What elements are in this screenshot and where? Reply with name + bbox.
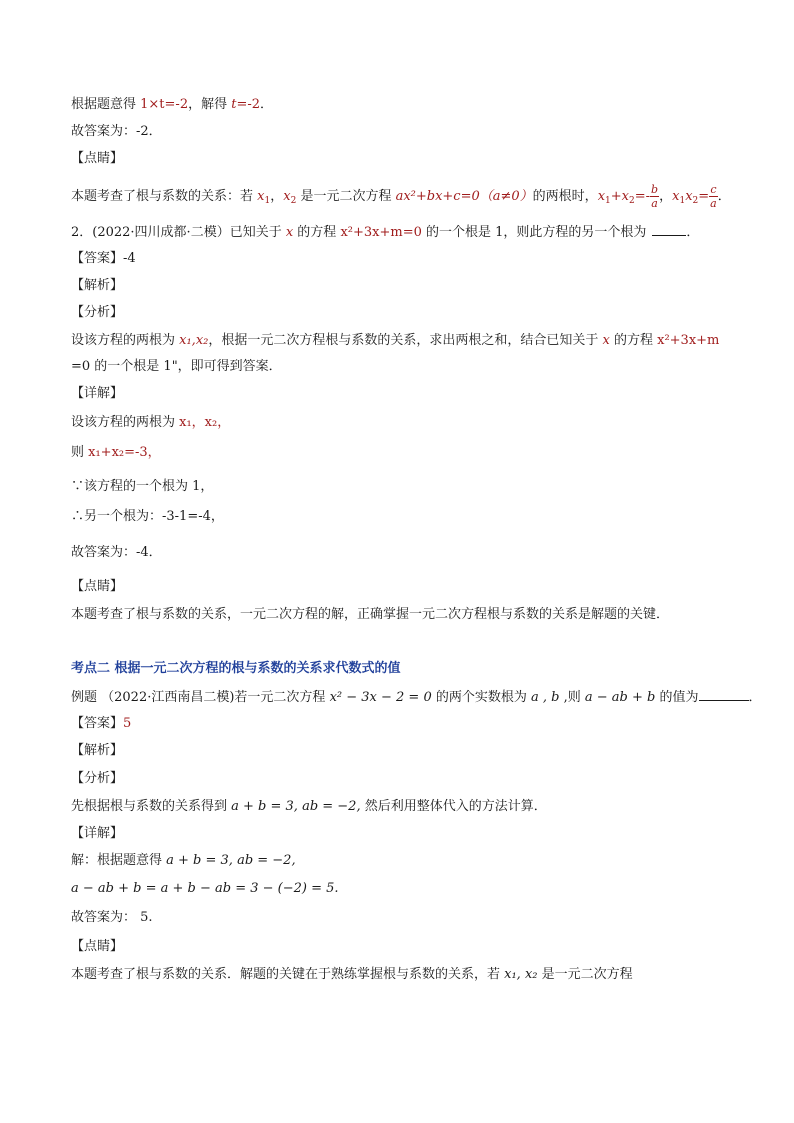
text: 设该方程的两根为 bbox=[71, 415, 180, 430]
answer-line: 故答案为： 5. bbox=[71, 910, 153, 925]
equation: 1×t=-2 bbox=[140, 97, 189, 112]
denominator: a bbox=[710, 197, 717, 210]
text-line: ∴另一个根为：-3-1=-4， bbox=[71, 509, 224, 524]
equation: = bbox=[698, 189, 710, 204]
equation: x²+3x+m=0 bbox=[340, 225, 422, 240]
answer-blank[interactable] bbox=[652, 223, 686, 236]
text: ， bbox=[659, 189, 673, 204]
variable: x bbox=[672, 189, 680, 204]
numerator: b bbox=[651, 183, 659, 196]
question-2 bbox=[71, 223, 699, 242]
text: 的两根时， bbox=[532, 189, 598, 204]
answer-line: 故答案为：-2． bbox=[71, 124, 162, 139]
text: 设该方程的两根为 bbox=[71, 333, 180, 348]
subscript: 2 bbox=[692, 196, 699, 206]
answer: 5 bbox=[123, 716, 132, 731]
variable: x bbox=[602, 333, 610, 348]
text: 2．(2022·四川成都·二模）已知关于 bbox=[71, 225, 286, 240]
section-title: 考点二 根据一元二次方程的根与系数的关系求代数式的值 bbox=[71, 661, 401, 676]
subscript: 1 bbox=[264, 196, 271, 206]
text: 先根据根与系数的关系得到 bbox=[71, 799, 232, 814]
text: ， bbox=[270, 189, 284, 204]
equation: ax²+bx+c=0（a≠0） bbox=[395, 189, 533, 204]
roots: a , b bbox=[531, 690, 560, 705]
text: 是一元二次方程 bbox=[296, 189, 396, 204]
section-label: 【分析】 bbox=[71, 305, 124, 320]
equation: x²+3x+m bbox=[657, 333, 720, 348]
text: 是一元二次方程 bbox=[537, 967, 633, 982]
text: 的值为 bbox=[655, 690, 699, 705]
text-line bbox=[71, 96, 273, 114]
text-line: 本题考查了根与系数的关系：若 $x_1$，$x_2$ 是一元二次方程 ax²+bx+c=0（a≠0）的两根时，$x_1+x_2=-$ $\frac{b}{a}$ ，$x_1x_2=$ $\frac{c}{a}$ ． bbox=[71, 183, 731, 210]
text: 的两个实数根为 bbox=[431, 690, 531, 705]
equation-line: a − ab + b = a + b − ab = 3 − (−2) = 5. bbox=[71, 881, 339, 896]
section-label: 【点睛】 bbox=[71, 579, 124, 594]
section-label: 【点睛】 bbox=[71, 939, 124, 954]
subscript: 2 bbox=[290, 196, 297, 206]
expression: a − ab + b bbox=[584, 690, 656, 705]
example-question bbox=[71, 688, 762, 707]
section-label: 【点睛】 bbox=[71, 151, 124, 166]
equation: =- bbox=[634, 189, 651, 204]
equation: =-2 bbox=[236, 97, 261, 112]
text: 本题考查了根与系数的关系：若 bbox=[71, 189, 258, 204]
text-line: ∵该方程的一个根为 1， bbox=[71, 479, 214, 494]
variable: x bbox=[283, 189, 291, 204]
variable: x bbox=[685, 189, 693, 204]
section-label: 【分析】 bbox=[71, 771, 124, 786]
variable: x bbox=[621, 189, 630, 204]
equation: x² − 3x − 2 = 0 bbox=[329, 690, 432, 705]
text: ． bbox=[686, 225, 700, 240]
variable: x bbox=[257, 189, 265, 204]
fraction-b-over-a bbox=[650, 183, 659, 210]
text-line bbox=[71, 966, 633, 984]
text: 根据题意得 bbox=[71, 97, 141, 112]
equation: a + b = 3, ab = −2, bbox=[231, 799, 361, 814]
text-line: =0 的一个根是 1"，即可得到答案． bbox=[71, 359, 282, 374]
roots: x₁,x₂ bbox=[179, 333, 209, 348]
variable: x bbox=[597, 189, 606, 204]
section-label: 【解析】 bbox=[71, 278, 124, 293]
answer-line bbox=[71, 250, 136, 268]
equation: a + b = 3, ab = −2, bbox=[166, 853, 296, 868]
answer: 【答案】-4 bbox=[71, 251, 136, 266]
text: 的方程 bbox=[609, 333, 658, 348]
answer-blank[interactable] bbox=[699, 688, 749, 701]
text: 例题 （2022·江西南昌二模)若一元二次方程 bbox=[71, 690, 330, 705]
text: ，解得 bbox=[188, 97, 232, 112]
text: ,则 bbox=[559, 690, 585, 705]
section-label: 【详解】 bbox=[71, 826, 124, 841]
text: 的一个根是 1，则此方程的另一个根为 bbox=[421, 225, 647, 240]
answer-line: 故答案为：-4． bbox=[71, 545, 162, 560]
text: ，根据一元二次方程根与系数的关系，求出两根之和，结合已知关于 bbox=[208, 333, 603, 348]
subscript: 1 bbox=[605, 196, 611, 206]
text-line: 本题考查了根与系数的关系，一元二次方程的解，正确掌握一元二次方程根与系数的关系是解题的关键． bbox=[71, 607, 670, 622]
answer-line bbox=[71, 715, 131, 733]
text: 然后利用整体代入的方法计算． bbox=[360, 799, 547, 814]
text-line bbox=[71, 444, 161, 462]
denominator: a bbox=[651, 197, 658, 210]
text: 的方程 bbox=[293, 225, 341, 240]
variable: x bbox=[285, 225, 294, 240]
section-label: 【解析】 bbox=[71, 743, 124, 758]
section-label: 【详解】 bbox=[71, 386, 124, 401]
roots: x₁，x₂， bbox=[179, 415, 231, 430]
label: 【答案】 bbox=[71, 716, 124, 731]
text: 解：根据题意得 bbox=[71, 853, 167, 868]
text-line bbox=[71, 852, 296, 870]
text: 则 bbox=[71, 445, 89, 460]
text: ． bbox=[260, 97, 274, 112]
text: ． bbox=[717, 189, 731, 204]
numerator: c bbox=[710, 183, 717, 196]
roots: x₁, x₂ bbox=[504, 967, 538, 982]
subscript: 2 bbox=[629, 196, 635, 206]
text-line bbox=[71, 332, 719, 350]
equation: x₁+x₂=-3， bbox=[88, 445, 161, 460]
text: 本题考查了根与系数的关系．解题的关键在于熟练掌握根与系数的关系，若 bbox=[71, 967, 505, 982]
text-line bbox=[71, 414, 230, 432]
subscript: 1 bbox=[679, 196, 686, 206]
text: ． bbox=[748, 690, 762, 705]
fraction-c-over-a bbox=[709, 183, 718, 210]
text-line bbox=[71, 798, 547, 816]
variable: t bbox=[231, 97, 237, 112]
